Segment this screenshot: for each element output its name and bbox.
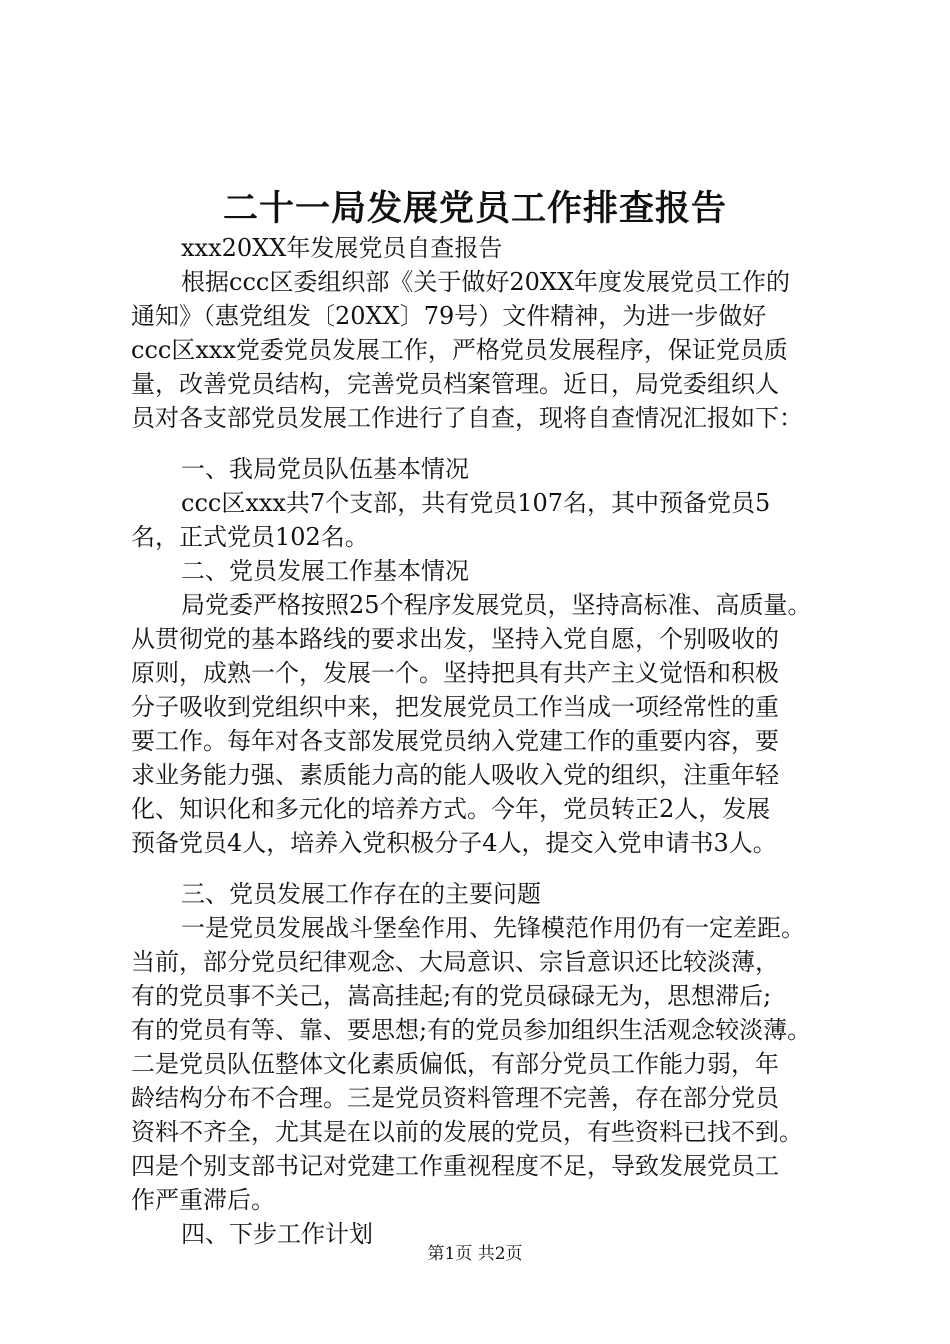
paragraph-line: 原则，成熟一个，发展一个。坚持把具有共产主义觉悟和积极	[131, 659, 779, 687]
paragraph-line: 分子吸收到党组织中来，把发展党员工作当成一项经常性的重	[131, 693, 779, 721]
paragraph-line: 化、知识化和多元化的培养方式。今年，党员转正2人，发展	[131, 795, 771, 823]
paragraph-line: 要工作。每年对各支部发展党员纳入党建工作的重要内容，要	[131, 727, 779, 755]
paragraph-line: 作严重滞后。	[131, 1186, 275, 1214]
paragraph-line: 龄结构分布不合理。三是党员资料管理不完善，存在部分党员	[131, 1084, 779, 1112]
section-heading: 四、下步工作计划	[181, 1220, 373, 1248]
paragraph-line: 有的党员有等、靠、要思想;有的党员参加组织生活观念较淡薄。	[131, 1016, 812, 1044]
paragraph-line: 员对各支部党员发展工作进行了自查，现将自查情况汇报如下：	[131, 404, 803, 432]
paragraph-line: ccc区xxx共7个支部，共有党员107名，其中预备党员5	[181, 489, 771, 517]
document-title: 二十一局发展党员工作排查报告	[222, 188, 727, 229]
paragraph-line: 求业务能力强、素质能力高的能人吸收入党的组织，注重年轻	[131, 761, 779, 789]
spacer	[131, 435, 851, 452]
paragraph-line: 当前，部分党员纪律观念、大局意识、宗旨意识还比较淡薄，	[131, 948, 779, 976]
paragraph-line: ccc区xxx党委党员发展工作，严格党员发展程序，保证党员质	[131, 336, 788, 364]
page-footer: 第1页 共2页	[427, 1244, 523, 1264]
paragraph-line: 从贯彻党的基本路线的要求出发，坚持入党自愿，个别吸收的	[131, 625, 779, 653]
paragraph-line: 四是个别支部书记对党建工作重视程度不足，导致发展党员工	[131, 1152, 779, 1180]
paragraph-line: 一是党员发展战斗堡垒作用、先锋模范作用仍有一定差距。	[181, 914, 805, 942]
section-heading: 三、党员发展工作存在的主要问题	[181, 880, 541, 908]
paragraph-line: 局党委严格按照25个程序发展党员，坚持高标准、高质量。	[181, 591, 812, 619]
paragraph-line: 有的党员事不关己，嵩高挂起;有的党员碌碌无为，思想滞后;	[131, 982, 772, 1010]
document-body	[131, 231, 851, 1251]
paragraph-line: 根据ccc区委组织部《关于做好20XX年度发展党员工作的	[181, 268, 791, 296]
paragraph-line: 量，改善党员结构，完善党员档案管理。近日，局党委组织人	[131, 370, 779, 398]
section-heading: 一、我局党员队伍基本情况	[181, 455, 469, 483]
paragraph-line: 资料不齐全，尤其是在以前的发展的党员，有些资料已找不到。	[131, 1118, 803, 1146]
document-subtitle: xxx20XX年发展党员自查报告	[181, 234, 503, 262]
section-heading: 二、党员发展工作基本情况	[181, 557, 469, 585]
paragraph-line: 通知》（惠党组发〔20XX〕79号）文件精神，为进一步做好	[131, 302, 767, 330]
paragraph-line: 二是党员队伍整体文化素质偏低，有部分党员工作能力弱，年	[131, 1050, 779, 1078]
paragraph-line: 名，正式党员102名。	[131, 523, 369, 551]
spacer	[131, 860, 851, 877]
paragraph-line: 预备党员4人，培养入党积极分子4人，提交入党申请书3人。	[131, 829, 777, 857]
